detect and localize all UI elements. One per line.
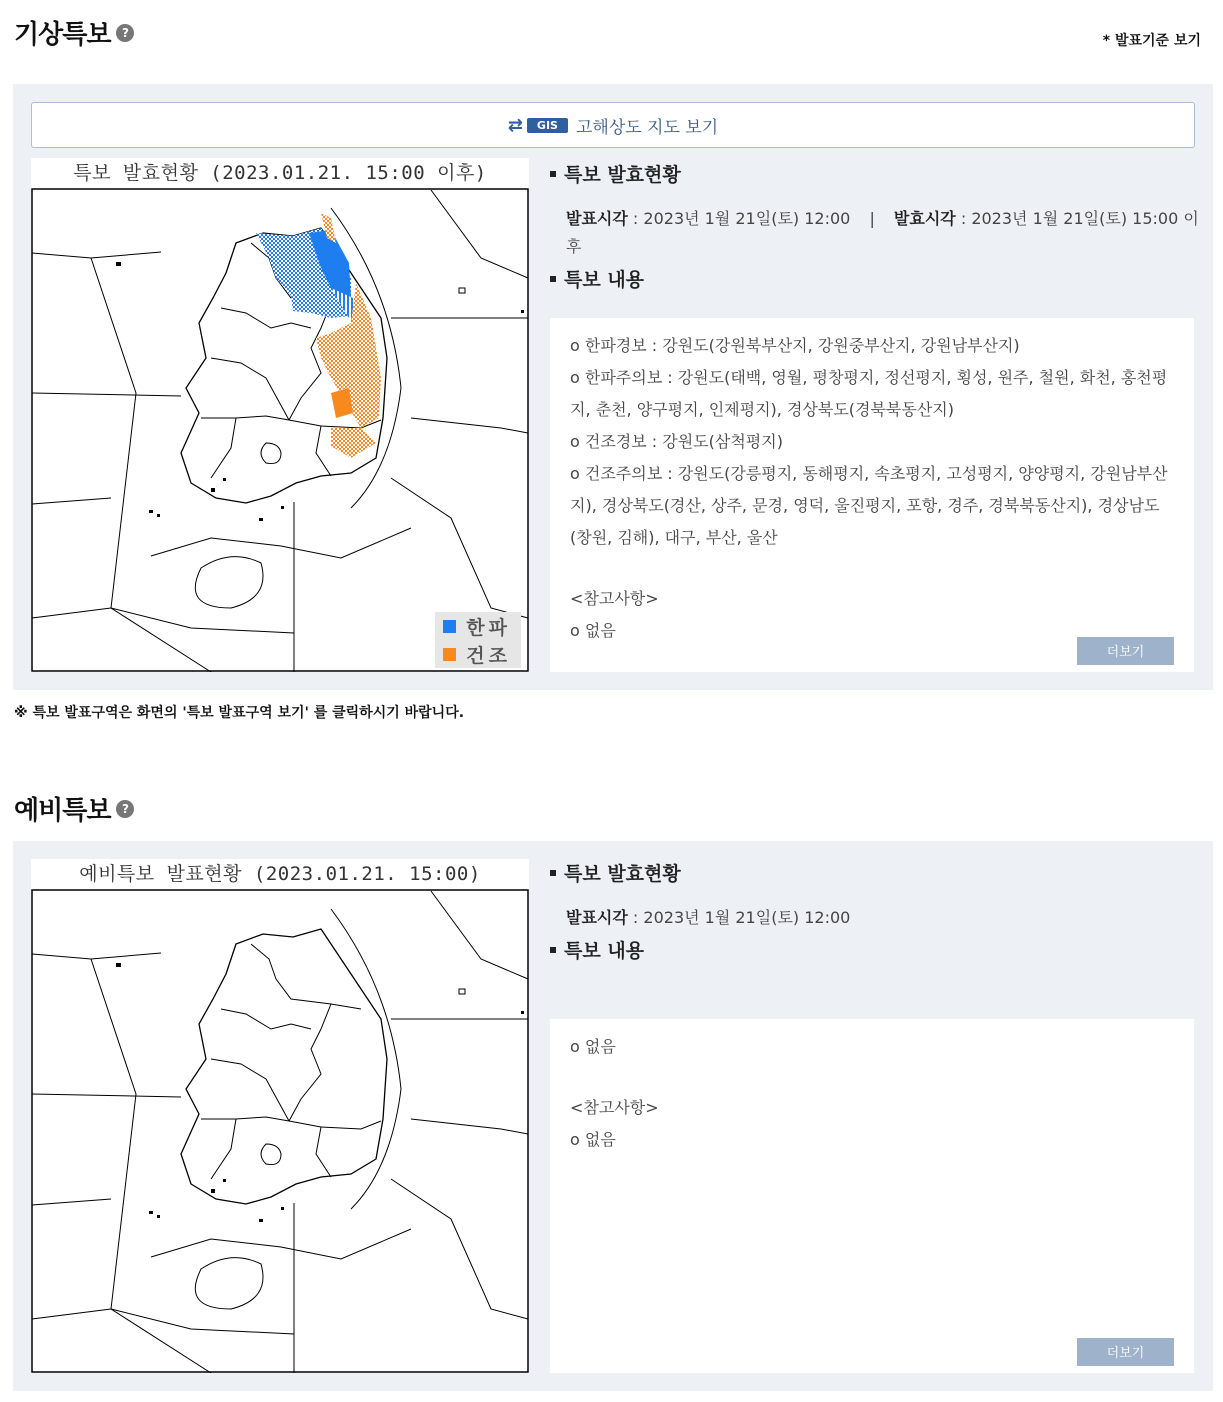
announce-value: : 2023년 1월 21일(토) 12:00 bbox=[632, 908, 851, 927]
legend-item-dry bbox=[435, 640, 521, 668]
legend-swatch-cold-wave bbox=[443, 620, 456, 633]
bullet-square-icon bbox=[550, 171, 556, 177]
section-title-preliminary-warning bbox=[14, 790, 134, 827]
legend-item-cold-wave bbox=[435, 612, 521, 640]
note-heading: <참고사항> bbox=[570, 1098, 659, 1117]
status-heading-text: 특보 발효현황 bbox=[564, 164, 681, 186]
content-line: o 없음 bbox=[570, 1037, 616, 1056]
content-heading bbox=[550, 265, 1200, 292]
legend-swatch-dry bbox=[443, 648, 456, 661]
help-icon[interactable]: ? bbox=[116, 800, 134, 818]
effective-label: 발효시각 bbox=[893, 209, 956, 228]
more-button[interactable]: 더보기 bbox=[1077, 637, 1174, 665]
bullet-square-icon bbox=[550, 276, 556, 282]
help-icon[interactable]: ? bbox=[116, 24, 134, 42]
preliminary-map[interactable] bbox=[31, 859, 529, 1373]
announce-value: : 2023년 1월 21일(토) 12:00 bbox=[632, 209, 851, 228]
section-title-text: 예비특보 bbox=[14, 796, 111, 826]
content-line: o 건조주의보 : 강원도(강릉평지, 동해평지, 속초평지, 고성평지, 양양평지, 강원남부산지), 경상북도(경산, 상주, 문경, 영덕, 울진평지, 포항, 경주, 경북북동산지), 경상남도(창원, 김해), 대구, 부산, 울산 bbox=[570, 464, 1168, 547]
content-line: o 한파주의보 : 강원도(태백, 영월, 평창평지, 정선평지, 횡성, 원주, 철원, 화천, 홍천평지, 춘천, 양구평지, 인제평지), 경상북도(경북북동산지) bbox=[570, 368, 1168, 419]
refresh-icon: ⇄ bbox=[507, 114, 523, 136]
legend-label: 건조 bbox=[466, 644, 511, 667]
map-title: 예비특보 발표현황 (2023.01.21. 15:00) bbox=[79, 863, 481, 885]
legend-label: 한파 bbox=[466, 616, 511, 639]
more-button[interactable]: 더보기 bbox=[1077, 1338, 1174, 1366]
content-heading-text: 특보 내용 bbox=[564, 940, 645, 962]
section-title-text: 기상특보 bbox=[14, 20, 111, 50]
gis-map-button[interactable] bbox=[31, 102, 1195, 148]
section-title-weather-warning bbox=[14, 14, 134, 51]
content-line: o 건조경보 : 강원도(삼척평지) bbox=[570, 432, 783, 451]
time-separator: | bbox=[869, 209, 875, 228]
issue-times bbox=[566, 904, 1200, 932]
map-legend bbox=[435, 612, 521, 668]
preliminary-status-info bbox=[550, 859, 1200, 963]
bullet-square-icon bbox=[550, 870, 556, 876]
status-heading bbox=[550, 160, 1200, 187]
note-value: o 없음 bbox=[570, 621, 616, 640]
preliminary-warning-panel bbox=[13, 841, 1213, 1391]
map-svg bbox=[31, 188, 529, 672]
criteria-link[interactable]: * 발표기준 보기 bbox=[1102, 33, 1201, 49]
status-heading-text: 특보 발효현황 bbox=[564, 863, 681, 885]
issue-times bbox=[566, 205, 1200, 261]
map-svg bbox=[31, 889, 529, 1373]
map-title: 특보 발효현황 (2023.01.21. 15:00 이후) bbox=[73, 162, 487, 184]
effective-value: : 2023년 1월 21일(토) 15:00 이후 bbox=[566, 209, 1199, 256]
warning-status-info bbox=[550, 160, 1200, 292]
content-heading bbox=[550, 936, 1200, 963]
gis-badge: GIS bbox=[527, 118, 568, 133]
content-line: o 한파경보 : 강원도(강원북부산지, 강원중부산지, 강원남부산지) bbox=[570, 336, 1020, 355]
note-heading: <참고사항> bbox=[570, 589, 659, 608]
bullet-square-icon bbox=[550, 947, 556, 953]
status-heading bbox=[550, 859, 1200, 886]
warning-content-box bbox=[550, 318, 1194, 672]
announce-label: 발표시각 bbox=[566, 209, 628, 228]
gis-button-label: 고해상도 지도 보기 bbox=[575, 117, 719, 138]
weather-warning-panel bbox=[13, 84, 1213, 690]
preliminary-content-box bbox=[550, 1019, 1194, 1373]
footnote: ※ 특보 발표구역은 화면의 '특보 발표구역 보기' 를 클릭하시기 바랍니다. bbox=[14, 705, 465, 721]
announce-label: 발표시각 bbox=[566, 908, 628, 927]
note-value: o 없음 bbox=[570, 1130, 616, 1149]
warning-map[interactable] bbox=[31, 158, 529, 672]
content-heading-text: 특보 내용 bbox=[564, 269, 645, 291]
